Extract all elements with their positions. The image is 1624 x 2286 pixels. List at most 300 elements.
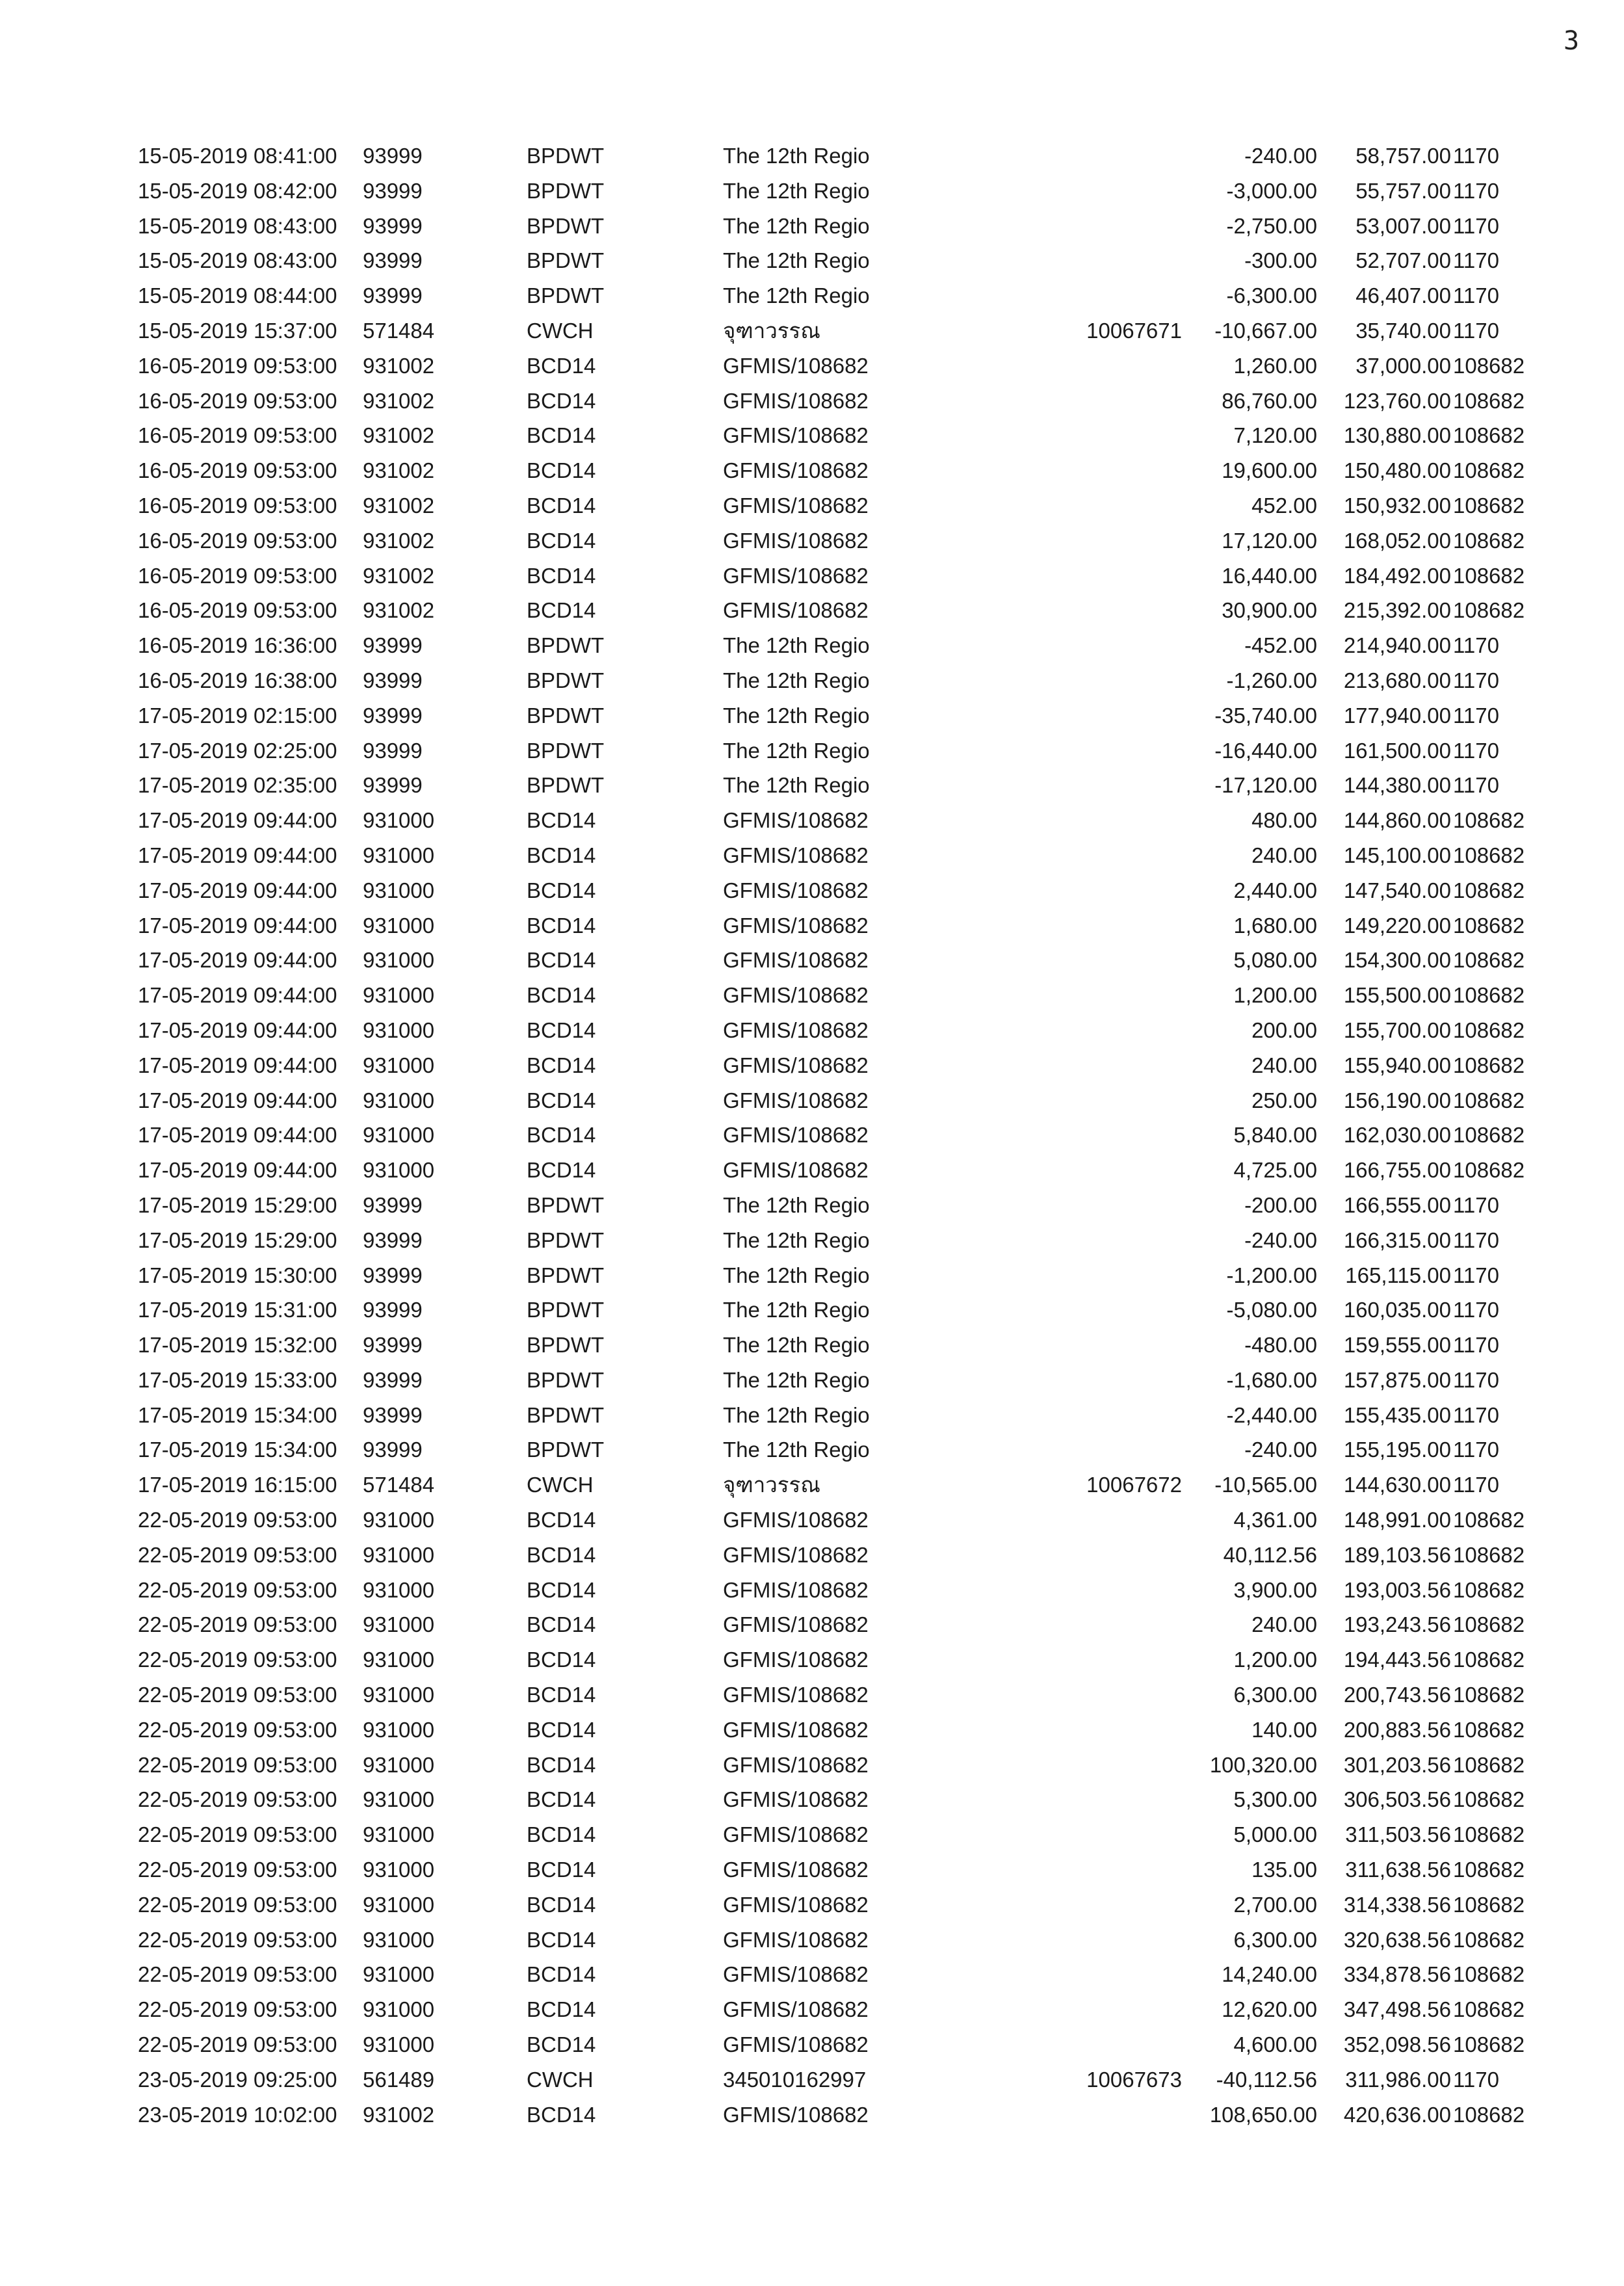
branch-code: 1170: [1453, 1402, 1499, 1427]
transaction-description: GFMIS/108682: [723, 493, 869, 518]
table-row: [0, 1887, 1624, 1923]
branch-code: 108682: [1453, 1053, 1525, 1077]
transaction-description: GFMIS/108682: [723, 388, 869, 413]
transaction-amount: -40,112.56: [1216, 2067, 1317, 2092]
transaction-date: 17-05-2019 02:35:00: [138, 773, 337, 798]
transaction-type: BCD14: [527, 1088, 596, 1112]
transaction-type: CWCH: [527, 318, 594, 343]
table-row: [0, 873, 1624, 908]
transaction-date: 16-05-2019 09:53:00: [138, 388, 337, 413]
transaction-amount: 5,840.00: [1233, 1123, 1317, 1148]
transaction-date: 22-05-2019 09:53:00: [138, 1962, 337, 1987]
transaction-amount: 108,650.00: [1209, 2102, 1317, 2127]
transaction-code: 93999: [363, 738, 423, 763]
table-row: [0, 384, 1624, 419]
transaction-amount: 250.00: [1251, 1088, 1317, 1112]
table-row: [0, 558, 1624, 594]
transaction-date: 17-05-2019 02:25:00: [138, 738, 337, 763]
transaction-code: 93999: [363, 1367, 423, 1392]
transaction-type: BCD14: [527, 1053, 596, 1077]
transaction-description: The 12th Regio: [723, 1367, 870, 1392]
transaction-date: 17-05-2019 15:34:00: [138, 1402, 337, 1427]
transaction-amount: -300.00: [1244, 248, 1317, 273]
transaction-date: 22-05-2019 09:53:00: [138, 1997, 337, 2022]
transaction-code: 931000: [363, 1648, 435, 1672]
branch-code: 108682: [1453, 2102, 1525, 2127]
branch-code: 108682: [1453, 1787, 1525, 1812]
transaction-description: The 12th Regio: [723, 1192, 870, 1217]
cheque-reference: 10067672: [1086, 1473, 1182, 1497]
running-balance: 166,315.00: [1343, 1228, 1451, 1252]
running-balance: 155,500.00: [1343, 983, 1451, 1008]
branch-code: 1170: [1453, 178, 1499, 203]
transaction-amount: 140.00: [1251, 1717, 1317, 1742]
transaction-date: 17-05-2019 15:33:00: [138, 1367, 337, 1392]
table-row: [0, 418, 1624, 453]
transaction-description: The 12th Regio: [723, 703, 870, 728]
transaction-type: BCD14: [527, 2102, 596, 2127]
table-row: [0, 348, 1624, 384]
transaction-date: 17-05-2019 09:44:00: [138, 1158, 337, 1183]
transaction-description: GFMIS/108682: [723, 983, 869, 1008]
cheque-reference: 10067671: [1086, 318, 1182, 343]
transaction-date: 16-05-2019 09:53:00: [138, 598, 337, 623]
transaction-amount: -3,000.00: [1226, 178, 1317, 203]
table-row: [0, 1607, 1624, 1642]
transaction-amount: 12,620.00: [1222, 1997, 1317, 2022]
transaction-code: 931002: [363, 563, 435, 588]
branch-code: 108682: [1453, 1752, 1525, 1777]
table-row: [0, 733, 1624, 769]
transaction-code: 931000: [363, 983, 435, 1008]
transaction-type: BPDWT: [527, 633, 605, 658]
branch-code: 1170: [1453, 144, 1499, 168]
transaction-description: จุฑาวรรณ: [723, 1473, 820, 1497]
transaction-code: 931002: [363, 2102, 435, 2127]
transaction-amount: 240.00: [1251, 1612, 1317, 1637]
transaction-description: GFMIS/108682: [723, 948, 869, 973]
table-row: [0, 908, 1624, 943]
branch-code: 1170: [1453, 318, 1499, 343]
transaction-type: BCD14: [527, 493, 596, 518]
transaction-description: GFMIS/108682: [723, 458, 869, 483]
transaction-code: 931002: [363, 458, 435, 483]
transaction-code: 931000: [363, 1787, 435, 1812]
transaction-code: 931000: [363, 1088, 435, 1112]
running-balance: 311,503.56: [1345, 1822, 1451, 1847]
transaction-amount: -10,565.00: [1214, 1473, 1317, 1497]
transaction-amount: -452.00: [1244, 633, 1317, 658]
transaction-amount: 17,120.00: [1222, 528, 1317, 553]
branch-code: 108682: [1453, 1892, 1525, 1917]
transaction-description: GFMIS/108682: [723, 1612, 869, 1637]
transaction-description: GFMIS/108682: [723, 1158, 869, 1183]
transaction-description: GFMIS/108682: [723, 598, 869, 623]
transaction-code: 93999: [363, 1438, 423, 1462]
transaction-amount: 16,440.00: [1222, 563, 1317, 588]
transaction-date: 16-05-2019 09:53:00: [138, 493, 337, 518]
running-balance: 193,003.56: [1343, 1577, 1451, 1602]
transaction-type: BCD14: [527, 1752, 596, 1777]
transaction-type: BPDWT: [527, 1438, 605, 1462]
transaction-date: 17-05-2019 15:34:00: [138, 1438, 337, 1462]
branch-code: 108682: [1453, 1542, 1525, 1567]
branch-code: 108682: [1453, 1088, 1525, 1112]
running-balance: 161,500.00: [1343, 738, 1451, 763]
cheque-reference: 10067673: [1086, 2067, 1182, 2092]
transaction-amount: 2,700.00: [1233, 1892, 1317, 1917]
table-row: [0, 1398, 1624, 1433]
transaction-description: GFMIS/108682: [723, 808, 869, 833]
transaction-code: 93999: [363, 633, 423, 658]
transaction-description: GFMIS/108682: [723, 1018, 869, 1042]
branch-code: 108682: [1453, 388, 1525, 413]
transaction-type: BCD14: [527, 1717, 596, 1742]
branch-code: 108682: [1453, 1822, 1525, 1847]
table-row: [0, 1642, 1624, 1677]
running-balance: 420,636.00: [1343, 2102, 1451, 2127]
running-balance: 155,435.00: [1343, 1402, 1451, 1427]
transaction-date: 17-05-2019 15:30:00: [138, 1263, 337, 1287]
transaction-type: BPDWT: [527, 1263, 605, 1287]
running-balance: 150,932.00: [1343, 493, 1451, 518]
transaction-amount: 452.00: [1251, 493, 1317, 518]
branch-code: 108682: [1453, 1858, 1525, 1882]
transaction-date: 22-05-2019 09:53:00: [138, 1892, 337, 1917]
transaction-type: BPDWT: [527, 1367, 605, 1392]
transaction-amount: 2,440.00: [1233, 878, 1317, 902]
running-balance: 37,000.00: [1356, 353, 1451, 378]
running-balance: 155,700.00: [1343, 1018, 1451, 1042]
transaction-description: GFMIS/108682: [723, 1822, 869, 1847]
transaction-date: 15-05-2019 08:43:00: [138, 213, 337, 238]
running-balance: 155,195.00: [1343, 1438, 1451, 1462]
transaction-code: 93999: [363, 1333, 423, 1358]
transaction-type: BCD14: [527, 1123, 596, 1148]
transaction-type: BCD14: [527, 1962, 596, 1987]
table-row: [0, 803, 1624, 838]
running-balance: 213,680.00: [1343, 668, 1451, 692]
transaction-description: GFMIS/108682: [723, 1053, 869, 1077]
branch-code: 108682: [1453, 843, 1525, 867]
running-balance: 148,991.00: [1343, 1508, 1451, 1532]
branch-code: 108682: [1453, 878, 1525, 902]
transaction-date: 17-05-2019 09:44:00: [138, 843, 337, 867]
running-balance: 200,743.56: [1343, 1683, 1451, 1707]
transaction-date: 23-05-2019 09:25:00: [138, 2067, 337, 2092]
transaction-description: GFMIS/108682: [723, 1542, 869, 1567]
transaction-description: GFMIS/108682: [723, 1508, 869, 1532]
transaction-type: BCD14: [527, 388, 596, 413]
transaction-date: 22-05-2019 09:53:00: [138, 1822, 337, 1847]
transaction-type: BCD14: [527, 913, 596, 938]
table-row: [0, 1363, 1624, 1398]
branch-code: 108682: [1453, 1508, 1525, 1532]
transaction-type: BPDWT: [527, 283, 605, 308]
branch-code: 108682: [1453, 353, 1525, 378]
running-balance: 144,860.00: [1343, 808, 1451, 833]
transaction-code: 931000: [363, 1962, 435, 1987]
transaction-type: BPDWT: [527, 1402, 605, 1427]
transaction-description: GFMIS/108682: [723, 1962, 869, 1987]
branch-code: 108682: [1453, 1927, 1525, 1952]
transaction-date: 22-05-2019 09:53:00: [138, 1577, 337, 1602]
transaction-date: 22-05-2019 09:53:00: [138, 1927, 337, 1952]
transaction-description: The 12th Regio: [723, 248, 870, 273]
transaction-code: 93999: [363, 283, 423, 308]
transaction-code: 931000: [363, 1542, 435, 1567]
table-row: [0, 1852, 1624, 1887]
table-row: [0, 1503, 1624, 1538]
transaction-amount: 5,000.00: [1233, 1822, 1317, 1847]
transaction-description: The 12th Regio: [723, 283, 870, 308]
table-row: [0, 1258, 1624, 1293]
transaction-date: 17-05-2019 09:44:00: [138, 913, 337, 938]
transaction-type: BCD14: [527, 1648, 596, 1672]
branch-code: 1170: [1453, 1263, 1499, 1287]
table-row: [0, 488, 1624, 523]
transaction-amount: -480.00: [1244, 1333, 1317, 1358]
transaction-date: 17-05-2019 02:15:00: [138, 703, 337, 728]
transaction-date: 17-05-2019 15:29:00: [138, 1192, 337, 1217]
branch-code: 108682: [1453, 458, 1525, 483]
transaction-code: 931002: [363, 353, 435, 378]
running-balance: 130,880.00: [1343, 423, 1451, 448]
transaction-amount: -1,200.00: [1226, 1263, 1317, 1287]
table-row: [0, 1293, 1624, 1328]
table-row: [0, 174, 1624, 209]
transaction-code: 93999: [363, 144, 423, 168]
transaction-description: GFMIS/108682: [723, 1648, 869, 1672]
transaction-type: BCD14: [527, 948, 596, 973]
transaction-type: BCD14: [527, 1858, 596, 1882]
transaction-type: BPDWT: [527, 178, 605, 203]
transaction-description: GFMIS/108682: [723, 1683, 869, 1707]
table-row: [0, 1083, 1624, 1118]
transaction-type: BCD14: [527, 1508, 596, 1532]
running-balance: 166,755.00: [1343, 1158, 1451, 1183]
table-row: [0, 138, 1624, 174]
transaction-amount: 4,361.00: [1233, 1508, 1317, 1532]
table-row: [0, 1957, 1624, 1992]
table-row: [0, 2062, 1624, 2097]
table-row: [0, 209, 1624, 244]
running-balance: 156,190.00: [1343, 1088, 1451, 1112]
table-row: [0, 2097, 1624, 2133]
transaction-amount: -1,260.00: [1226, 668, 1317, 692]
branch-code: 108682: [1453, 423, 1525, 448]
table-row: [0, 1923, 1624, 1958]
transaction-description: GFMIS/108682: [723, 528, 869, 553]
transaction-description: The 12th Regio: [723, 144, 870, 168]
branch-code: 108682: [1453, 2032, 1525, 2057]
running-balance: 347,498.56: [1343, 1997, 1451, 2022]
transaction-type: BPDWT: [527, 1333, 605, 1358]
table-row: [0, 1573, 1624, 1608]
transaction-type: BPDWT: [527, 773, 605, 798]
transaction-code: 931002: [363, 423, 435, 448]
branch-code: 1170: [1453, 213, 1499, 238]
transaction-type: BCD14: [527, 1787, 596, 1812]
running-balance: 58,757.00: [1356, 144, 1451, 168]
transaction-amount: 40,112.56: [1223, 1542, 1317, 1567]
table-row: [0, 593, 1624, 628]
transaction-type: BPDWT: [527, 703, 605, 728]
transaction-amount: 5,300.00: [1233, 1787, 1317, 1812]
transaction-date: 15-05-2019 08:43:00: [138, 248, 337, 273]
transaction-code: 93999: [363, 248, 423, 273]
running-balance: 144,630.00: [1343, 1473, 1451, 1497]
branch-code: 1170: [1453, 1228, 1499, 1252]
transaction-amount: -17,120.00: [1214, 773, 1317, 798]
running-balance: 159,555.00: [1343, 1333, 1451, 1358]
transaction-amount: 19,600.00: [1222, 458, 1317, 483]
transaction-date: 22-05-2019 09:53:00: [138, 1648, 337, 1672]
transaction-date: 17-05-2019 09:44:00: [138, 983, 337, 1008]
transaction-description: GFMIS/108682: [723, 1752, 869, 1777]
transaction-type: BCD14: [527, 1158, 596, 1183]
transaction-date: 22-05-2019 09:53:00: [138, 1717, 337, 1742]
transaction-code: 931002: [363, 493, 435, 518]
branch-code: 1170: [1453, 2067, 1499, 2092]
transaction-amount: 240.00: [1251, 1053, 1317, 1077]
transaction-amount: -240.00: [1244, 1438, 1317, 1462]
table-row: [0, 1538, 1624, 1573]
transaction-code: 571484: [363, 1473, 435, 1497]
transaction-description: GFMIS/108682: [723, 1717, 869, 1742]
running-balance: 144,380.00: [1343, 773, 1451, 798]
transaction-amount: 240.00: [1251, 843, 1317, 867]
branch-code: 108682: [1453, 808, 1525, 833]
transaction-code: 931000: [363, 948, 435, 973]
transaction-description: The 12th Regio: [723, 633, 870, 658]
transaction-code: 93999: [363, 1298, 423, 1322]
transaction-description: The 12th Regio: [723, 773, 870, 798]
transaction-code: 931000: [363, 1612, 435, 1637]
transaction-description: GFMIS/108682: [723, 913, 869, 938]
branch-code: 108682: [1453, 913, 1525, 938]
branch-code: 108682: [1453, 1158, 1525, 1183]
transaction-amount: 3,900.00: [1233, 1577, 1317, 1602]
transaction-date: 23-05-2019 10:02:00: [138, 2102, 337, 2127]
running-balance: 160,035.00: [1343, 1298, 1451, 1322]
running-balance: 352,098.56: [1343, 2032, 1451, 2057]
transaction-type: BPDWT: [527, 144, 605, 168]
transaction-type: BCD14: [527, 458, 596, 483]
running-balance: 162,030.00: [1343, 1123, 1451, 1148]
table-row: [0, 1817, 1624, 1852]
transaction-type: BCD14: [527, 1927, 596, 1952]
transaction-description: จุฑาวรรณ: [723, 318, 820, 343]
page-number: 3: [1564, 26, 1580, 56]
running-balance: 46,407.00: [1356, 283, 1451, 308]
transaction-amount: -10,667.00: [1214, 318, 1317, 343]
transaction-type: BPDWT: [527, 1228, 605, 1252]
table-row: [0, 278, 1624, 313]
transaction-description: The 12th Regio: [723, 178, 870, 203]
transaction-date: 15-05-2019 08:42:00: [138, 178, 337, 203]
running-balance: 193,243.56: [1343, 1612, 1451, 1637]
transaction-amount: -35,740.00: [1214, 703, 1317, 728]
transaction-code: 931000: [363, 913, 435, 938]
table-row: [0, 1713, 1624, 1748]
branch-code: 108682: [1453, 598, 1525, 623]
transaction-code: 93999: [363, 773, 423, 798]
transaction-date: 16-05-2019 16:38:00: [138, 668, 337, 692]
table-row: [0, 838, 1624, 873]
transaction-code: 931002: [363, 388, 435, 413]
transaction-ledger: [0, 138, 1624, 2132]
transaction-type: BPDWT: [527, 248, 605, 273]
transaction-amount: 86,760.00: [1222, 388, 1317, 413]
transaction-code: 93999: [363, 1263, 423, 1287]
table-row: [0, 698, 1624, 733]
branch-code: 1170: [1453, 668, 1499, 692]
transaction-date: 17-05-2019 09:44:00: [138, 878, 337, 902]
running-balance: 301,203.56: [1343, 1752, 1451, 1777]
transaction-date: 17-05-2019 15:29:00: [138, 1228, 337, 1252]
transaction-date: 15-05-2019 08:41:00: [138, 144, 337, 168]
table-row: [0, 523, 1624, 558]
transaction-description: GFMIS/108682: [723, 2102, 869, 2127]
branch-code: 108682: [1453, 563, 1525, 588]
branch-code: 1170: [1453, 283, 1499, 308]
transaction-description: GFMIS/108682: [723, 423, 869, 448]
running-balance: 334,878.56: [1343, 1962, 1451, 1987]
transaction-type: BCD14: [527, 983, 596, 1008]
transaction-type: BCD14: [527, 423, 596, 448]
transaction-type: BCD14: [527, 1822, 596, 1847]
transaction-date: 15-05-2019 08:44:00: [138, 283, 337, 308]
transaction-amount: 4,600.00: [1233, 2032, 1317, 2057]
transaction-code: 93999: [363, 1402, 423, 1427]
transaction-description: GFMIS/108682: [723, 1892, 869, 1917]
transaction-type: BCD14: [527, 1892, 596, 1917]
running-balance: 123,760.00: [1343, 388, 1451, 413]
transaction-description: GFMIS/108682: [723, 1858, 869, 1882]
transaction-description: The 12th Regio: [723, 213, 870, 238]
running-balance: 311,986.00: [1345, 2067, 1451, 2092]
running-balance: 55,757.00: [1356, 178, 1451, 203]
transaction-type: BCD14: [527, 2032, 596, 2057]
table-row: [0, 1432, 1624, 1467]
transaction-date: 16-05-2019 09:53:00: [138, 353, 337, 378]
running-balance: 320,638.56: [1343, 1927, 1451, 1952]
branch-code: 1170: [1453, 248, 1499, 273]
transaction-type: CWCH: [527, 2067, 594, 2092]
branch-code: 108682: [1453, 983, 1525, 1008]
transaction-date: 17-05-2019 09:44:00: [138, 808, 337, 833]
transaction-code: 931000: [363, 843, 435, 867]
transaction-code: 93999: [363, 1192, 423, 1217]
transaction-code: 571484: [363, 318, 435, 343]
transaction-type: BCD14: [527, 1577, 596, 1602]
table-row: [0, 1467, 1624, 1503]
transaction-type: BPDWT: [527, 738, 605, 763]
transaction-code: 931000: [363, 1927, 435, 1952]
table-row: [0, 768, 1624, 803]
transaction-code: 931000: [363, 1752, 435, 1777]
transaction-code: 931000: [363, 1683, 435, 1707]
transaction-date: 22-05-2019 09:53:00: [138, 1858, 337, 1882]
table-row: [0, 313, 1624, 348]
table-row: [0, 1153, 1624, 1188]
transaction-code: 931000: [363, 1717, 435, 1742]
transaction-code: 931000: [363, 1123, 435, 1148]
transaction-amount: -1,680.00: [1226, 1367, 1317, 1392]
transaction-code: 931000: [363, 1053, 435, 1077]
transaction-date: 16-05-2019 09:53:00: [138, 458, 337, 483]
